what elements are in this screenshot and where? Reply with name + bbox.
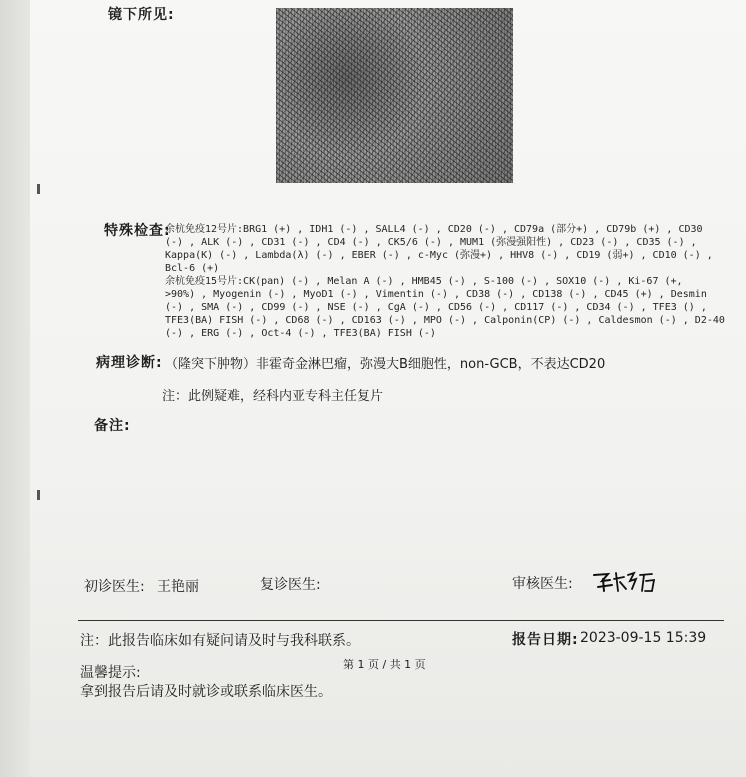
exam-line: >90%) , Myogenin (-) , MyoD1 (-) , Vimentin (-) , CD38 (-) , CD138 (-) , CD45 (+) , Desmin [165, 289, 707, 300]
page-info: 第 1 页 / 共 1 页 [343, 658, 426, 671]
exam-line: Kappa(K) (-) , Lambda(λ) (-) , EBER (-) , c-Myc (弥漫+) , HHV8 (-) , CD19 (弱+) , CD10 (-) , [165, 250, 713, 261]
page-shadow [0, 0, 30, 777]
diagnosis-note: 注：此例疑难，经科内亚专科主任复片 [162, 389, 384, 404]
exam-line: (-) , ALK (-) , CD31 (-) , CD4 (-) , CK5/6 (-) , MUM1 (弥漫强阳性) , CD23 (-) , CD35 (-) , [165, 237, 697, 248]
footer-divider [78, 620, 724, 621]
margin-mark [37, 490, 40, 500]
initial-doctor-name: 王艳丽 [157, 579, 199, 595]
tips-label: 温馨提示: [80, 665, 141, 681]
review-doctor-label: 复诊医生: [260, 577, 321, 593]
exam-line: (-) , ERG (-) , Oct-4 (-) , TFE3(BA) FISH (-) [165, 328, 436, 339]
initial-doctor-label: 初诊医生: [84, 579, 145, 595]
footer-notice: 注：此报告临床如有疑问请及时与我科联系。 [80, 633, 360, 649]
exam-line: (-) , SMA (-) , CD99 (-) , NSE (-) , CgA (-) , CD56 (-) , CD117 (-) , CD34 (-) , TFE3 () , [165, 302, 707, 313]
exam-line: TFE3(BA) FISH (-) , CD68 (-) , CD163 (-) , MPO (-) , Calponin(CP) (-) , Caldesmon (-) , D2-40 [165, 315, 725, 326]
remarks-label: 备注: [94, 418, 131, 434]
report-date: 2023-09-15 15:39 [580, 630, 707, 646]
diagnosis-label: 病理诊断: [96, 355, 163, 371]
exam-line: 余杭免疫12号片:BRG1 (+) , IDH1 (-) , SALL4 (-) , CD20 (-) , CD79a (部分+) , CD79b (+) , CD30 [165, 224, 703, 235]
audit-doctor-label: 审核医生: [512, 576, 573, 592]
microscopy-image [276, 8, 513, 183]
exam-line: 余杭免疫15号片:CK(pan) (-) , Melan A (-) , HMB45 (-) , S-100 (-) , SOX10 (-) , Ki-67 (+, [165, 276, 683, 287]
microscopy-label: 镜下所见: [108, 7, 175, 23]
exam-line: Bcl-6 (+) [165, 263, 220, 274]
diagnosis-text: （隆突下肿物）非霍奇金淋巴瘤，弥漫大B细胞性，non-GCB，不表达CD20 [165, 357, 606, 372]
special-exam-text [165, 223, 725, 340]
audit-signature [590, 567, 660, 597]
margin-mark [37, 184, 40, 194]
tips-text: 拿到报告后请及时就诊或联系临床医生。 [80, 684, 332, 700]
report-date-label: 报告日期: [512, 632, 579, 648]
special-exam-label: 特殊检查: [104, 223, 171, 239]
